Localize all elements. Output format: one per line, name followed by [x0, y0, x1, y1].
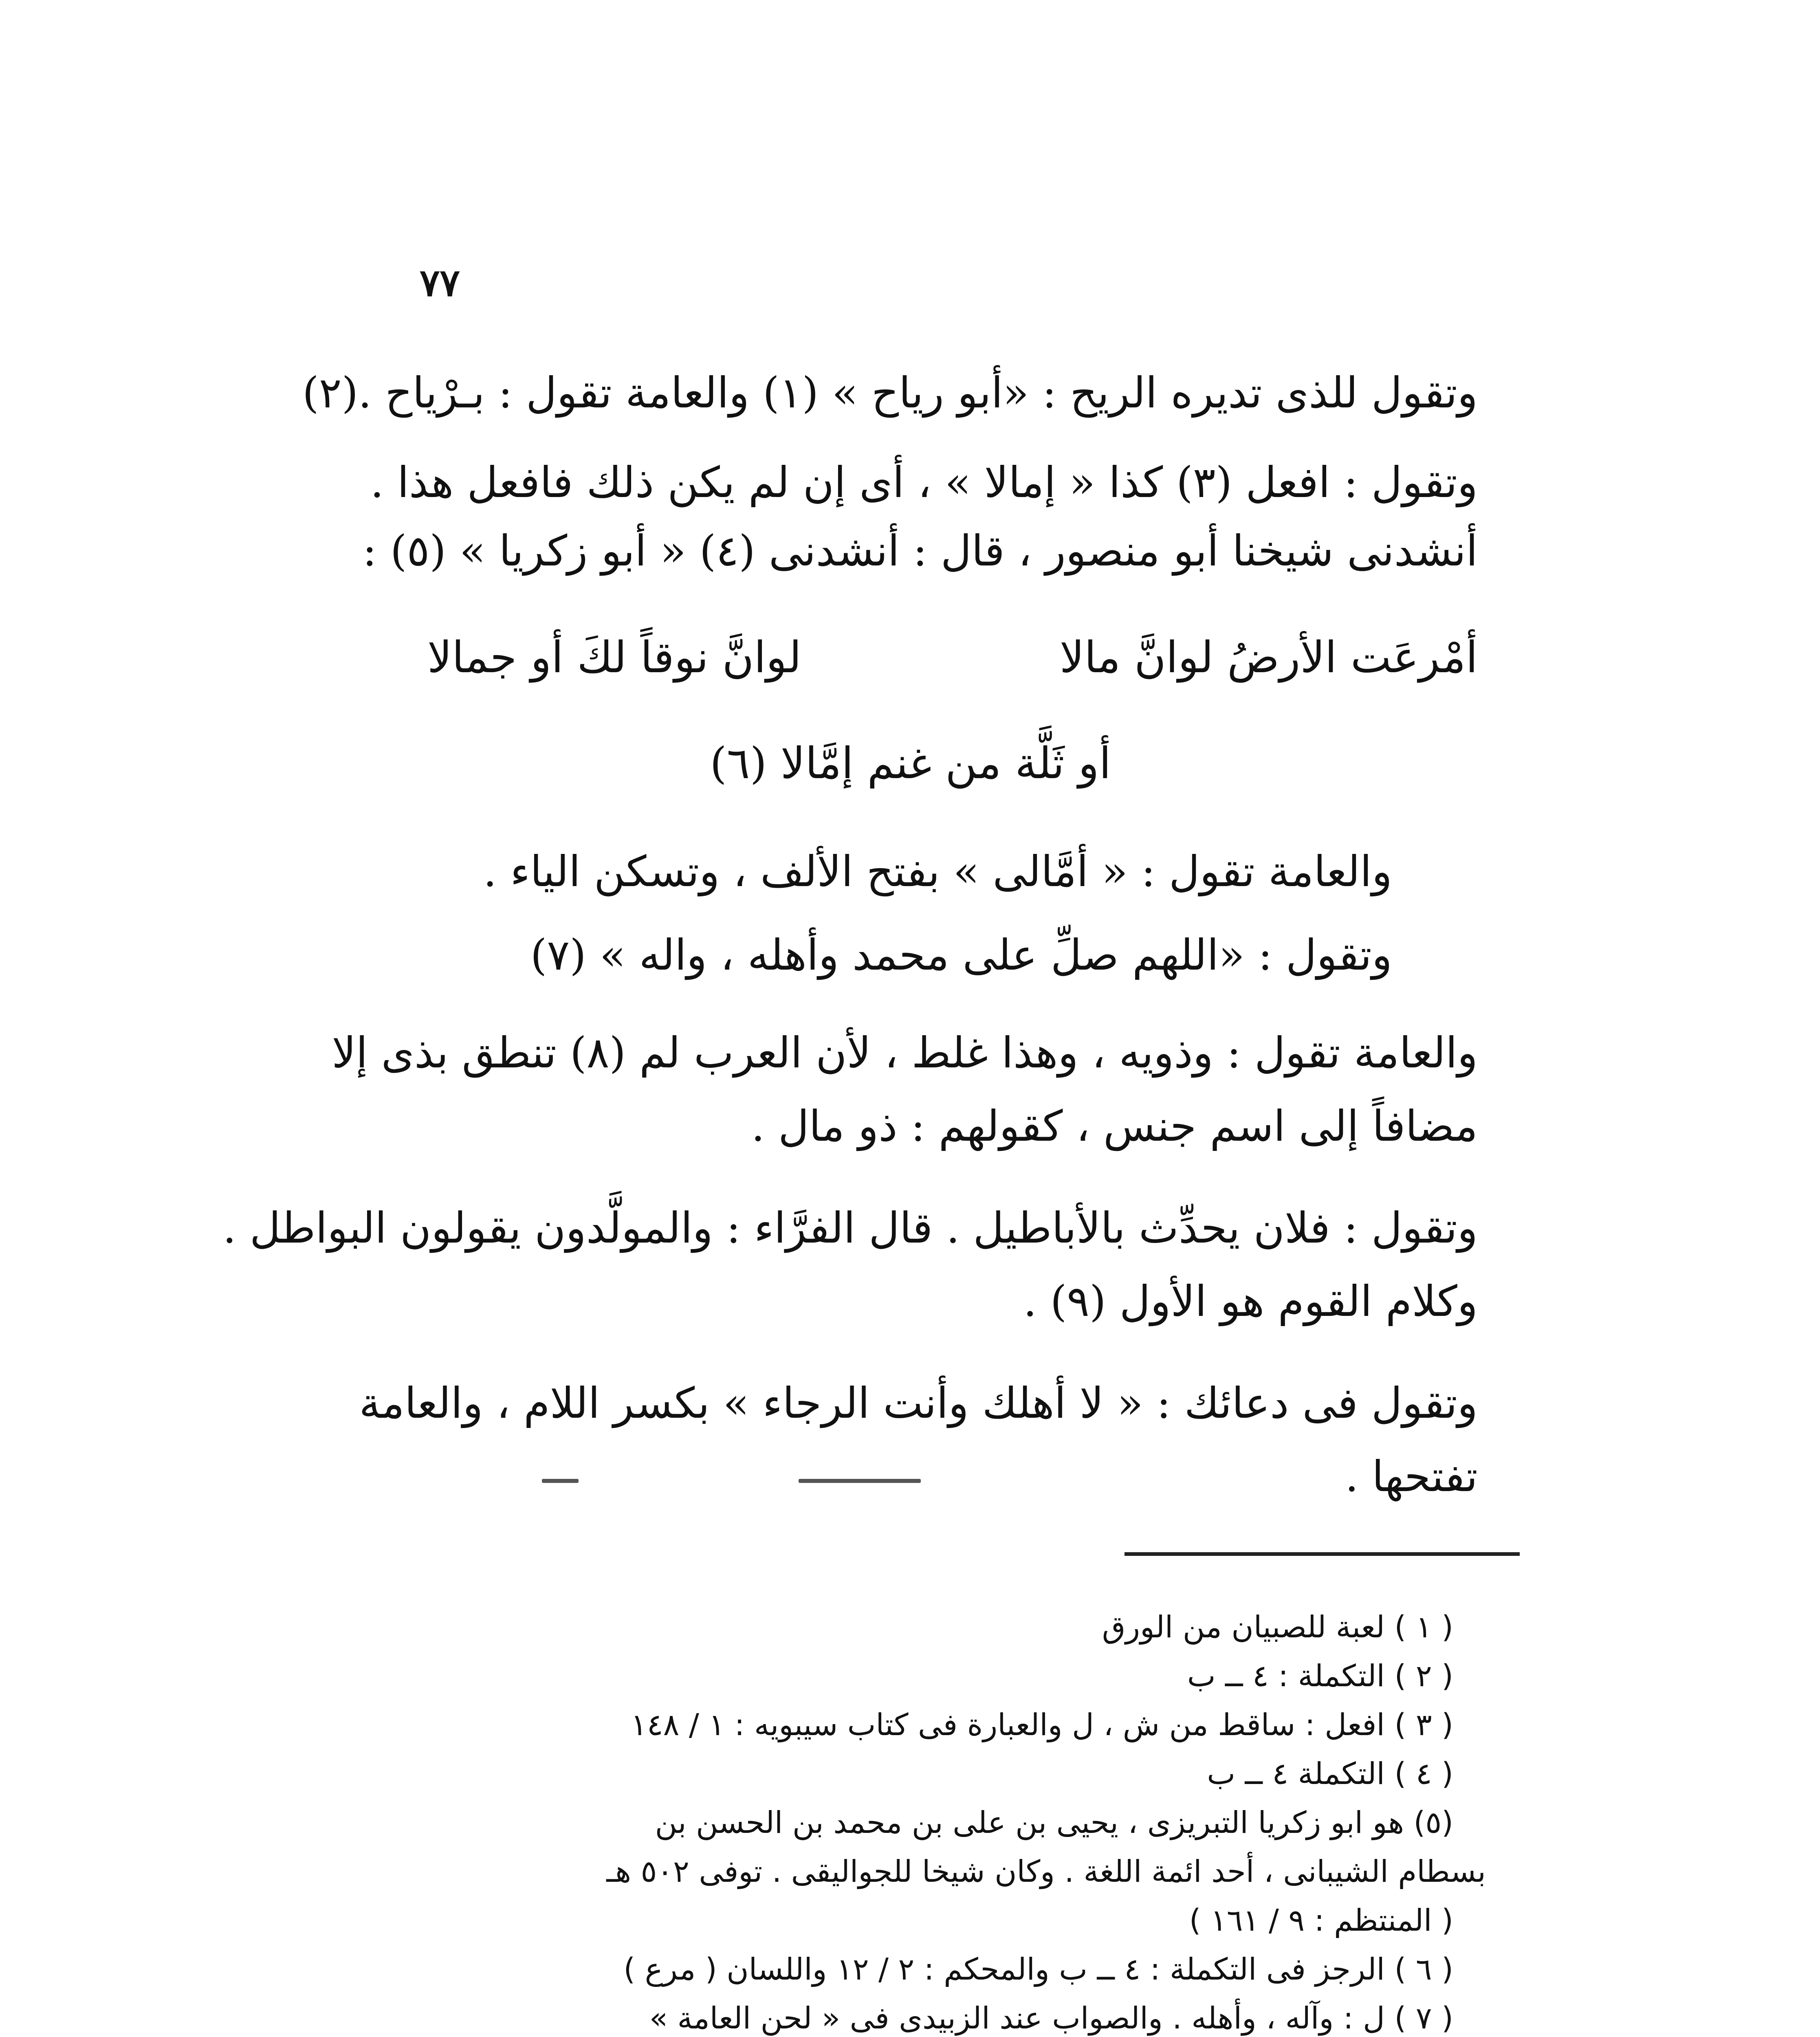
footnote-5-line-1: (٥) هو ابو زكريا التبريزى ، يحيى بن على بن محمد بن الحسن بن: [655, 1805, 1453, 1840]
verse-left-hemistich: لوانَّ نوقاً لكَ أو جمالا: [427, 632, 801, 682]
paragraph-7-line-2: وكلام القوم هو الأول (٩) .: [1023, 1276, 1478, 1326]
footnote-6: ( ٦ ) الرجز فى التكملة : ٤ ــ ب والمحكم : ٢ / ١٢ واللسان ( مرع ): [623, 1952, 1453, 1987]
footnote-5-line-3: ( المنتظم : ٩ / ١٦١ ): [1189, 1903, 1453, 1938]
paragraph-6-line-2: مضافاً إلى اسم جنس ، كقولهم : ذو مال .: [751, 1101, 1478, 1151]
footnote-4: ( ٤ ) التكملة ٤ ــ ب: [1207, 1756, 1453, 1791]
paragraph-2: وتقول : افعل (٣) كذا « إمالا » ، أى إن لم يكن ذلك فافعل هذا .: [370, 458, 1478, 507]
scan-speck: [542, 1479, 579, 1483]
footnote-1: ( ١ ) لعبة للصبيان من الورق: [1102, 1610, 1453, 1645]
paragraph-1: وتقول للذى تديره الريح : «أبو رياح » (١) والعامة تقول : بـرْياح .(٢): [302, 368, 1478, 418]
paragraph-4: والعامة تقول : « أمَّالى » بفتح الألف ، وتسكن الياء .: [483, 847, 1392, 896]
paragraph-8-line-1: وتقول فى دعائك : « لا أهلك وأنت الرجاء » بكسر اللام ، والعامة: [359, 1378, 1478, 1428]
footnote-7-line-1: ( ٧ ) ل : وآله ، وأهله . والصواب عند الزبيدى فى « لحن العامة »: [649, 2001, 1453, 2036]
paragraph-6-line-1: والعامة تقول : وذويه ، وهذا غلط ، لأن العرب لم (٨) تنطق بذى إلا: [332, 1028, 1478, 1078]
paragraph-7-line-1: وتقول : فلان يحدِّث بالأباطيل . قال الفرَّاء : والمولَّدون يقولون البواطل .: [222, 1203, 1478, 1253]
footnote-separator: [1125, 1552, 1520, 1556]
verse-right-hemistich: أمْرعَت الأرضُ لوانَّ مالا: [1059, 632, 1478, 682]
footnote-3: ( ٣ ) افعل : ساقط من ش ، ل والعبارة فى كتاب سيبويه : ١ / ١٤٨: [631, 1707, 1453, 1742]
footnote-5-line-2: بسطام الشيبانى ، أحد ائمة اللغة . وكان شيخا للجواليقى . توفى ٥٠٢ هـ: [606, 1854, 1486, 1889]
page-number: ٧٧: [420, 261, 460, 305]
scan-speck: [799, 1479, 921, 1483]
footnote-2: ( ٢ ) التكملة : ٤ ــ ب: [1187, 1659, 1453, 1694]
paragraph-3: أنشدنى شيخنا أبو منصور ، قال : أنشدنى (٤) « أبو زكريا » (٥) :: [362, 526, 1478, 576]
paragraph-5: وتقول : «اللهم صلِّ على محمد وأهله ، واله » (٧): [530, 930, 1392, 980]
paragraph-8-line-2: تفتحها .: [1345, 1452, 1478, 1501]
verse-line-two: أو ثَلَّة من غنم إمَّالا (٦): [710, 738, 1111, 788]
